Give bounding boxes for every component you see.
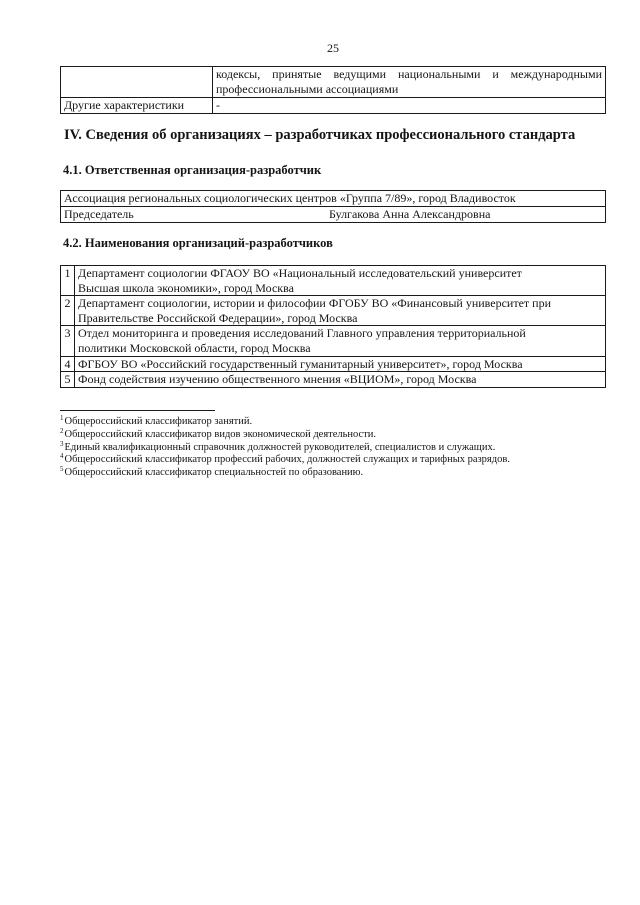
section-heading: IV. Сведения об организациях – разработчиках профессионального стандарта (64, 127, 576, 143)
cell-line: Высшая школа экономики», город Москва (78, 280, 294, 295)
organization-name (75, 326, 606, 356)
organization-name (61, 191, 606, 207)
role-label: Председатель (64, 207, 134, 221)
subsection-heading: 4.2. Наименования организаций-разработчиков (63, 236, 333, 250)
table-row (61, 296, 606, 326)
cell-line: политики Московской области, город Москва (78, 340, 311, 355)
footnote-text: Общероссийский классификатор занятий. (64, 416, 253, 427)
row-number: 1 (61, 266, 75, 296)
footnote (60, 426, 510, 442)
responsible-organization-table (60, 190, 606, 223)
cell-line: Департамент социологии, истории и философии ФГОБУ ВО «Финансовый университет при (78, 296, 551, 311)
footnotes (60, 416, 510, 480)
table-row (61, 326, 606, 356)
organization-name (75, 372, 606, 388)
row-number: 2 (61, 296, 75, 326)
person-name: Булгакова Анна Александровна (329, 207, 491, 221)
footnote-text: Единый квалификационный справочник должностей руководителей, специалистов и служащих. (64, 441, 496, 453)
cell-line: Отдел мониторинга и проведения исследований Главного управления территориальной (78, 326, 526, 341)
table-cell (213, 67, 606, 98)
organization-name-text: Ассоциация региональных социологических центров «Группа 7/89», город Владивосток (64, 191, 516, 205)
footnote (60, 439, 510, 455)
cell-line: Правительстве Российской Федерации», город Москва (78, 310, 358, 325)
table-row (61, 67, 606, 98)
table-row (61, 356, 606, 372)
footnote-mark: 2 (60, 426, 64, 435)
cell-line: Департамент социологии ФГАОУ ВО «Национальный исследовательский университет (78, 266, 522, 280)
footnote (60, 416, 510, 429)
footnote-mark: 1 (60, 414, 64, 422)
organization-name (75, 356, 606, 372)
table-row (61, 191, 606, 207)
row-label (61, 98, 213, 114)
cell-line: кодексы, принятые ведущими национальными и международными (216, 67, 602, 81)
footnote-mark: 4 (60, 452, 64, 461)
footnote (60, 467, 510, 480)
table-row (61, 266, 606, 296)
empty-cell (61, 67, 213, 98)
cell-line: Фонд содействия изучению общественного мнения «ВЦИОМ», город Москва (78, 372, 477, 387)
footnote-text: Общероссийский классификатор специальностей по образованию. (64, 467, 364, 479)
page-number: 25 (327, 41, 339, 55)
cell-line: ФГБОУ ВО «Российский государственный гуманитарный университет», город Москва (78, 356, 523, 371)
footnote-rule (60, 410, 215, 411)
footnote-mark: 5 (60, 465, 64, 474)
table-cell (61, 207, 606, 223)
subsection-heading: 4.1. Ответственная организация-разработчик (63, 163, 322, 177)
table-row (61, 207, 606, 223)
row-number: 5 (61, 372, 75, 388)
footnote (60, 454, 510, 467)
footnote-mark: 3 (60, 439, 64, 448)
table-cell (213, 98, 606, 114)
row-number: 3 (61, 326, 75, 356)
footnote-text: Общероссийский классификатор профессий рабочих, должностей служащих и тарифных разрядов. (64, 454, 510, 466)
organization-name (75, 296, 606, 326)
developers-table (60, 265, 606, 388)
row-label-text: Другие характеристики (64, 98, 185, 112)
row-number: 4 (61, 356, 75, 372)
table-row (61, 98, 606, 114)
table-row (61, 372, 606, 388)
requirements-table (60, 66, 606, 114)
footnote-text: Общероссийский классификатор видов экономической деятельности. (64, 428, 377, 440)
organization-name (75, 266, 606, 296)
role-person-pair (64, 207, 602, 222)
cell-line: профессиональными ассоциациями (216, 82, 399, 96)
cell-line: - (216, 98, 220, 112)
